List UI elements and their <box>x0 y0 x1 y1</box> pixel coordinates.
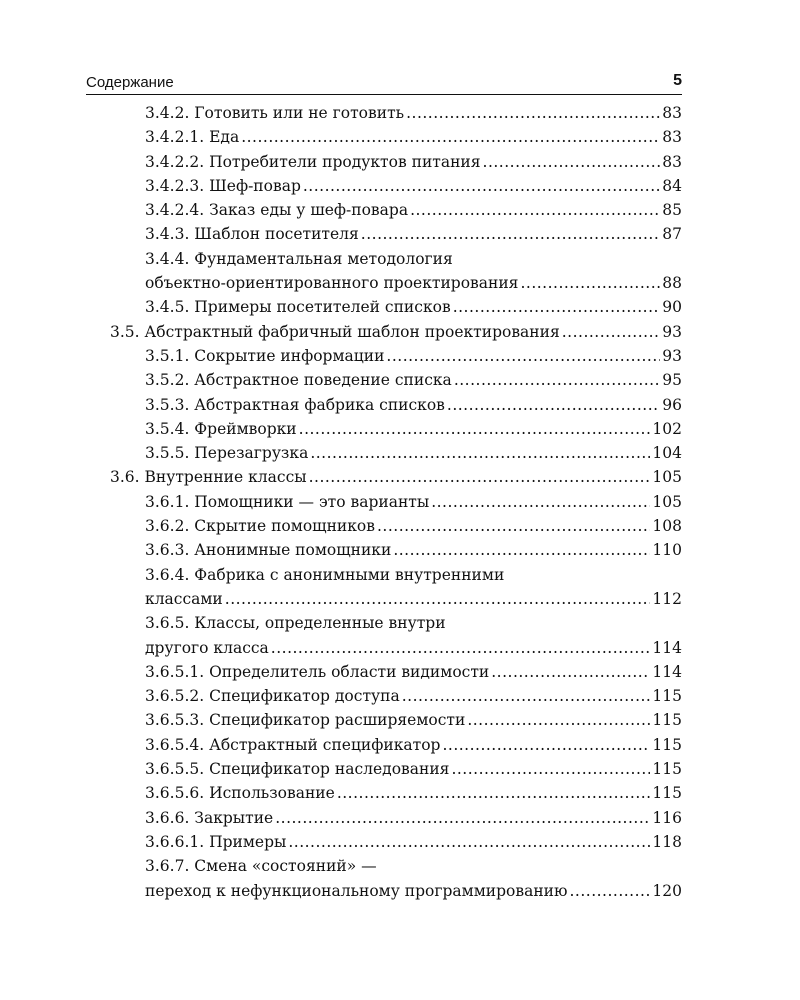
toc-entry[interactable] <box>0 465 800 489</box>
toc-entry-line <box>0 538 800 562</box>
toc-page-number: 93 <box>662 346 682 365</box>
toc-entry-line <box>0 271 800 295</box>
toc-entry-line <box>0 757 800 781</box>
toc-entry-title: 3.6.3. Анонимные помощники <box>145 541 392 560</box>
toc-dot-leader <box>406 101 660 125</box>
toc-entry[interactable] <box>0 247 800 296</box>
toc-entry-title: 3.6.5. Классы, определенные внутри <box>145 614 446 633</box>
toc-page-number: 87 <box>662 225 682 244</box>
toc-dot-leader <box>361 222 660 246</box>
toc-entry-line <box>0 344 800 368</box>
toc-entry-line <box>0 393 800 417</box>
toc-entry-title: 3.6.5.6. Использование <box>145 784 335 803</box>
toc-entry[interactable] <box>0 733 800 757</box>
toc-entry-line-continued <box>0 611 800 635</box>
toc-entry-title: 3.4.3. Шаблон посетителя <box>145 225 359 244</box>
toc-entry-line-continued <box>0 247 800 271</box>
toc-entry-title: 3.4.4. Фундаментальная методология <box>145 249 453 268</box>
toc-entry[interactable] <box>0 368 800 392</box>
toc-dot-leader <box>288 830 650 854</box>
toc-dot-leader <box>491 660 650 684</box>
toc-page-number: 105 <box>652 492 682 511</box>
toc-dot-leader <box>447 393 660 417</box>
toc-page-number: 114 <box>652 662 682 681</box>
toc-page-number: 108 <box>652 517 682 536</box>
toc-entry-title: 3.6.5.5. Спецификатор наследования <box>145 760 450 779</box>
toc-entry-title: 3.4.5. Примеры посетителей списков <box>145 298 451 317</box>
toc-entry-line <box>0 660 800 684</box>
toc-entry-title: 3.6.6. Закрытие <box>145 808 274 827</box>
toc-entry-line <box>0 101 800 125</box>
toc-entry-title: 3.6.5.2. Спецификатор доступа <box>145 687 400 706</box>
toc-page-number: 104 <box>652 444 682 463</box>
toc-entry-title: 3.5.2. Абстрактное поведение списка <box>145 371 452 390</box>
toc-entry[interactable] <box>0 125 800 149</box>
toc-page-number: 115 <box>652 784 682 803</box>
toc-entry-title: 3.6.2. Скрытие помощников <box>145 517 375 536</box>
toc-entry[interactable] <box>0 174 800 198</box>
toc-entry[interactable] <box>0 441 800 465</box>
toc-entry-line <box>0 636 800 660</box>
toc-dot-leader <box>241 125 660 149</box>
toc-dot-leader <box>275 806 650 830</box>
toc-entry[interactable] <box>0 222 800 246</box>
toc-entry-line <box>0 368 800 392</box>
toc-entry-title: классами <box>145 589 223 608</box>
toc-dot-leader <box>562 320 661 344</box>
toc-dot-leader <box>451 757 650 781</box>
toc-page-number: 88 <box>662 274 682 293</box>
toc-entry-line <box>0 806 800 830</box>
toc-entry-title: 3.4.2.4. Заказ еды у шеф-повара <box>145 201 409 220</box>
toc-page-number: 115 <box>652 711 682 730</box>
toc-dot-leader <box>309 465 651 489</box>
toc-page-number: 116 <box>652 808 682 827</box>
toc-dot-leader <box>520 271 660 295</box>
toc-entry[interactable] <box>0 538 800 562</box>
toc-dot-leader <box>453 295 661 319</box>
toc-dot-leader <box>337 781 651 805</box>
toc-page-number: 115 <box>652 687 682 706</box>
toc-dot-leader <box>225 587 651 611</box>
toc-entry-title: 3.5.5. Перезагрузка <box>145 444 309 463</box>
toc-entry[interactable] <box>0 757 800 781</box>
toc-entry-line <box>0 174 800 198</box>
toc-page-number: 83 <box>662 128 682 147</box>
running-head-section-name: Содержание <box>86 74 174 91</box>
toc-entry-title: 3.6.1. Помощники — это варианты <box>145 492 430 511</box>
toc-page-number: 84 <box>662 176 682 195</box>
toc-entry[interactable] <box>0 830 800 854</box>
toc-entry-title: 3.4.2.3. Шеф-повар <box>145 176 301 195</box>
toc-entry-line-continued <box>0 563 800 587</box>
running-head-page-number: 5 <box>673 72 682 89</box>
toc-page-number: 115 <box>652 760 682 779</box>
running-head <box>86 72 682 95</box>
toc-entry[interactable] <box>0 660 800 684</box>
toc-entry-title: 3.5.3. Абстрактная фабрика списков <box>145 395 445 414</box>
toc-page-number: 118 <box>652 832 682 851</box>
toc-page-number: 112 <box>652 589 682 608</box>
toc-dot-leader <box>377 514 650 538</box>
toc-dot-leader <box>483 150 661 174</box>
toc-entry[interactable] <box>0 150 800 174</box>
toc-dot-leader <box>569 879 650 903</box>
toc-entry[interactable] <box>0 320 800 344</box>
toc-entry-title: 3.6.5.3. Спецификатор расширяемости <box>145 711 466 730</box>
toc-entry-line <box>0 684 800 708</box>
toc-page-number: 93 <box>662 322 682 341</box>
toc-entry-line <box>0 733 800 757</box>
toc-entry-line <box>0 514 800 538</box>
toc-dot-leader <box>271 636 651 660</box>
toc-dot-leader <box>303 174 660 198</box>
toc-entry-title: 3.6.4. Фабрика с анонимными внутренними <box>145 565 505 584</box>
toc-page-number: 83 <box>662 152 682 171</box>
toc-entry-title: 3.4.2.2. Потребители продуктов питания <box>145 152 481 171</box>
toc-entry-line <box>0 222 800 246</box>
toc-dot-leader <box>431 490 650 514</box>
toc-page-number: 105 <box>652 468 682 487</box>
toc-entry-title: 3.6.7. Смена «состояний» — <box>145 857 377 876</box>
toc-entry[interactable] <box>0 393 800 417</box>
toc-entry[interactable] <box>0 295 800 319</box>
toc-entry[interactable] <box>0 854 800 903</box>
toc-entry-title: 3.6.5.4. Абстрактный спецификатор <box>145 735 441 754</box>
toc-entry-title: объектно-ориентированного проектирования <box>145 274 519 293</box>
toc-entry-line-continued <box>0 854 800 878</box>
toc-page-number: 83 <box>662 104 682 122</box>
toc-dot-leader <box>467 708 650 732</box>
toc-entry-title: 3.6.6.1. Примеры <box>145 832 287 851</box>
toc-entry[interactable] <box>0 101 800 125</box>
toc-entry-title: 3.5.4. Фреймворки <box>145 419 297 438</box>
toc-entry[interactable] <box>0 611 800 660</box>
toc-entry[interactable] <box>0 684 800 708</box>
toc-entry[interactable] <box>0 344 800 368</box>
toc-entry-title: 3.4.2. Готовить или не готовить <box>145 104 405 122</box>
toc-entry-line <box>0 320 800 344</box>
toc-dot-leader <box>442 733 650 757</box>
toc-dot-leader <box>386 344 660 368</box>
toc-entry-title: 3.4.2.1. Еда <box>145 128 240 147</box>
toc-entry-line <box>0 441 800 465</box>
toc-page-number: 110 <box>652 541 682 560</box>
toc-entry[interactable] <box>0 490 800 514</box>
table-of-contents <box>0 101 800 903</box>
toc-entry-line <box>0 295 800 319</box>
toc-dot-leader <box>410 198 660 222</box>
toc-entry-line <box>0 125 800 149</box>
toc-entry[interactable] <box>0 781 800 805</box>
toc-entry-title: 3.6.5.1. Определитель области видимости <box>145 662 490 681</box>
toc-entry[interactable] <box>0 708 800 732</box>
toc-dot-leader <box>402 684 651 708</box>
toc-entry[interactable] <box>0 198 800 222</box>
toc-entry-title: другого класса <box>145 638 269 657</box>
toc-page-number: 115 <box>652 735 682 754</box>
toc-dot-leader <box>299 417 651 441</box>
toc-entry[interactable] <box>0 563 800 612</box>
toc-entry-line <box>0 587 800 611</box>
toc-entry[interactable] <box>0 417 800 441</box>
toc-entry-line <box>0 465 800 489</box>
toc-dot-leader <box>454 368 660 392</box>
toc-entry-line <box>0 879 800 903</box>
toc-page-number: 114 <box>652 638 682 657</box>
toc-entry[interactable] <box>0 514 800 538</box>
toc-entry-line <box>0 150 800 174</box>
toc-dot-leader <box>393 538 650 562</box>
toc-entry-title: 3.6. Внутренние классы <box>110 468 307 487</box>
toc-entry[interactable] <box>0 806 800 830</box>
toc-entry-line <box>0 490 800 514</box>
toc-entry-line <box>0 417 800 441</box>
toc-entry-line <box>0 781 800 805</box>
toc-page-number: 95 <box>662 371 682 390</box>
toc-page-number: 96 <box>662 395 682 414</box>
toc-page-number: 102 <box>652 419 682 438</box>
toc-dot-leader <box>310 441 650 465</box>
toc-entry-line <box>0 198 800 222</box>
toc-page-number: 90 <box>662 298 682 317</box>
toc-entry-line <box>0 830 800 854</box>
toc-entry-title: переход к нефункциональному программированию <box>145 881 568 900</box>
toc-page-number: 120 <box>652 881 682 900</box>
toc-entry-title: 3.5. Абстрактный фабричный шаблон проектирования <box>110 322 560 341</box>
toc-entry-line <box>0 708 800 732</box>
toc-page-number: 85 <box>662 201 682 220</box>
toc-entry-title: 3.5.1. Сокрытие информации <box>145 346 385 365</box>
